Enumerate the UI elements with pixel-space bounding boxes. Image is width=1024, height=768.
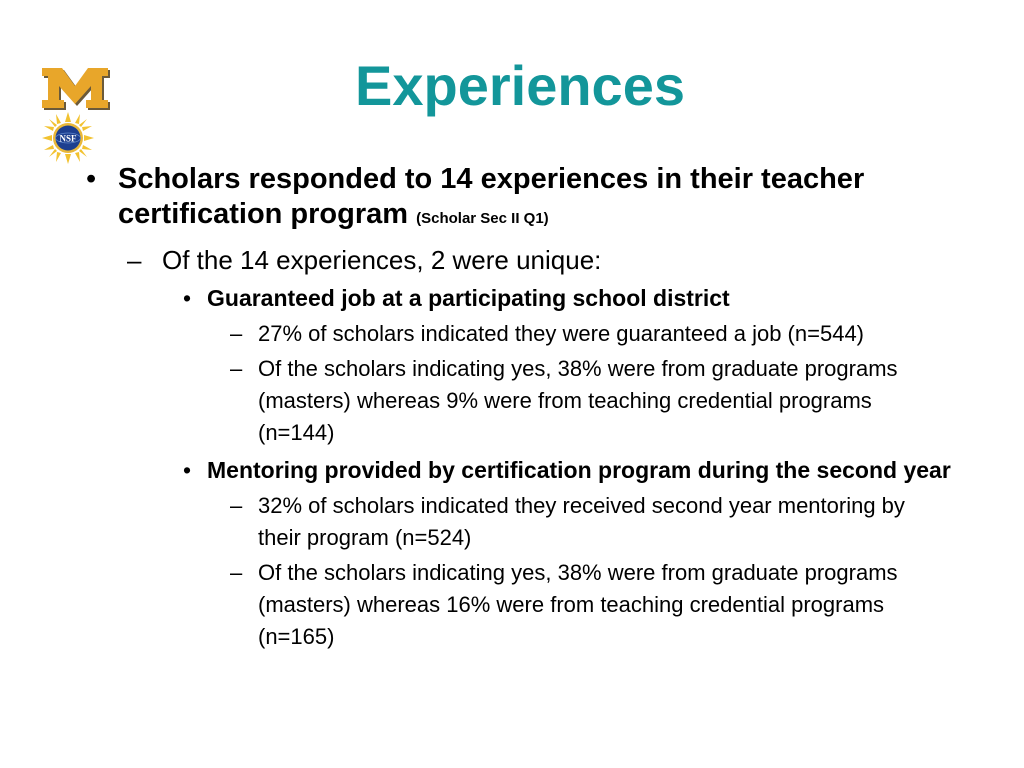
bullet-dot-icon: • [183,285,192,311]
bullet-text: Of the 14 experiences, 2 were unique: [162,245,602,275]
bullet-level4 [230,557,948,653]
bullet-level4 [230,490,948,554]
bullet-level4 [230,353,948,449]
nsf-seal-logo [42,112,94,164]
bullet-text: Of the scholars indicating yes, 38% were from graduate programs (masters) whereas 9% were from teaching credential programs (n=144) [258,356,898,445]
bullet-text: Scholars responded to 14 experiences in their teacher certification program [118,163,865,230]
bullet-reference: (Scholar Sec II Q1) [416,210,549,227]
bullet-dash-icon: – [230,560,243,585]
bullet-level1 [86,162,878,236]
bullet-text: 32% of scholars indicated they received second year mentoring by their program (n=524) [258,493,905,550]
bullet-level3-guaranteed-job [183,282,967,315]
bullet-text: 27% of scholars indicated they were guaranteed a job (n=544) [258,321,864,346]
bullet-level3-mentoring [183,454,967,487]
bullet-level2 [127,243,922,277]
bullet-level4 [230,318,948,350]
bullet-dot-icon: • [183,457,192,483]
bullet-dash-icon: – [230,356,243,381]
slide-content [0,162,1024,653]
bullet-dash-icon: – [230,493,243,518]
bullet-text: Of the scholars indicating yes, 38% were from graduate programs (masters) whereas 16% were from teaching credential programs (n=165) [258,560,898,649]
bullet-dash-icon: – [230,321,243,346]
bullet-text: Mentoring provided by certification program during the second year [207,457,951,483]
nsf-logo-text: NSF [59,133,77,144]
bullet-text: Guaranteed job at a participating school district [207,285,730,311]
bullet-dash-icon: – [127,245,142,275]
bullet-dot-icon: • [86,163,97,195]
slide-title: Experiences [355,54,685,117]
